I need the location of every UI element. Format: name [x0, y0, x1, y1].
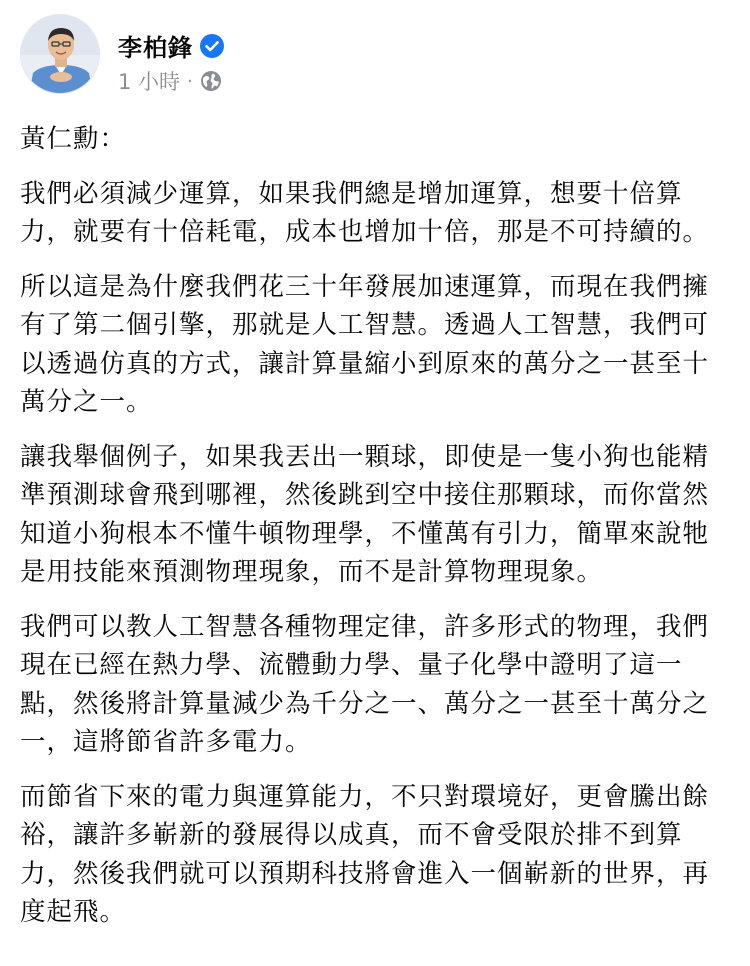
verified-badge-icon	[199, 33, 225, 59]
author-name-row	[118, 28, 225, 63]
author-name[interactable]: 李柏鋒	[118, 34, 193, 62]
avatar-photo	[21, 15, 100, 94]
post-paragraph: 讓我舉個例子，如果我丟出一顆球，即使是一隻小狗也能精準預測球會飛到哪裡，然後跳到空中接住那顆球，而你當然知道小狗根本不懂牛頓物理學，不懂萬有引力，簡單來說牠是用技能來預測物理現象，而不是計算物理現象。	[20, 441, 710, 587]
post-paragraph: 我們可以教人工智慧各種物理定律，許多形式的物理，我們現在已經在熱力學、流體動力學、量子化學中證明了這一點，然後將計算量減少為千分之一、萬分之一甚至十萬分之一，這將節省許多電力。	[20, 611, 710, 757]
post-timestamp[interactable]: 1 小時	[118, 70, 181, 94]
post-paragraph: 所以這是為什麼我們花三十年發展加速運算，而現在我們擁有了第二個引擎，那就是人工智慧。透過人工智慧，我們可以透過仿真的方式，讓計算量縮小到原來的萬分之一甚至十萬分之一。	[20, 271, 710, 417]
globe-icon[interactable]	[200, 70, 222, 92]
post-paragraph: 我們必須減少運算，如果我們總是增加運算，想要十倍算力，就要有十倍耗電，成本也增加十倍，那是不可持續的。	[20, 178, 710, 247]
post-paragraph-speaker: 黃仁勳：	[20, 124, 127, 154]
post-header	[20, 14, 720, 100]
post-paragraph: 而節省下來的電力與運算能力，不只對環境好，更會騰出餘裕，讓許多嶄新的發展得以成真，而不會受限於排不到算力，然後我們就可以預期科技將會進入一個嶄新的世界，再度起飛。	[20, 781, 710, 927]
meta-separator: ·	[187, 70, 193, 92]
post-body	[20, 120, 726, 948]
post-meta	[118, 66, 222, 96]
avatar[interactable]	[20, 14, 100, 94]
